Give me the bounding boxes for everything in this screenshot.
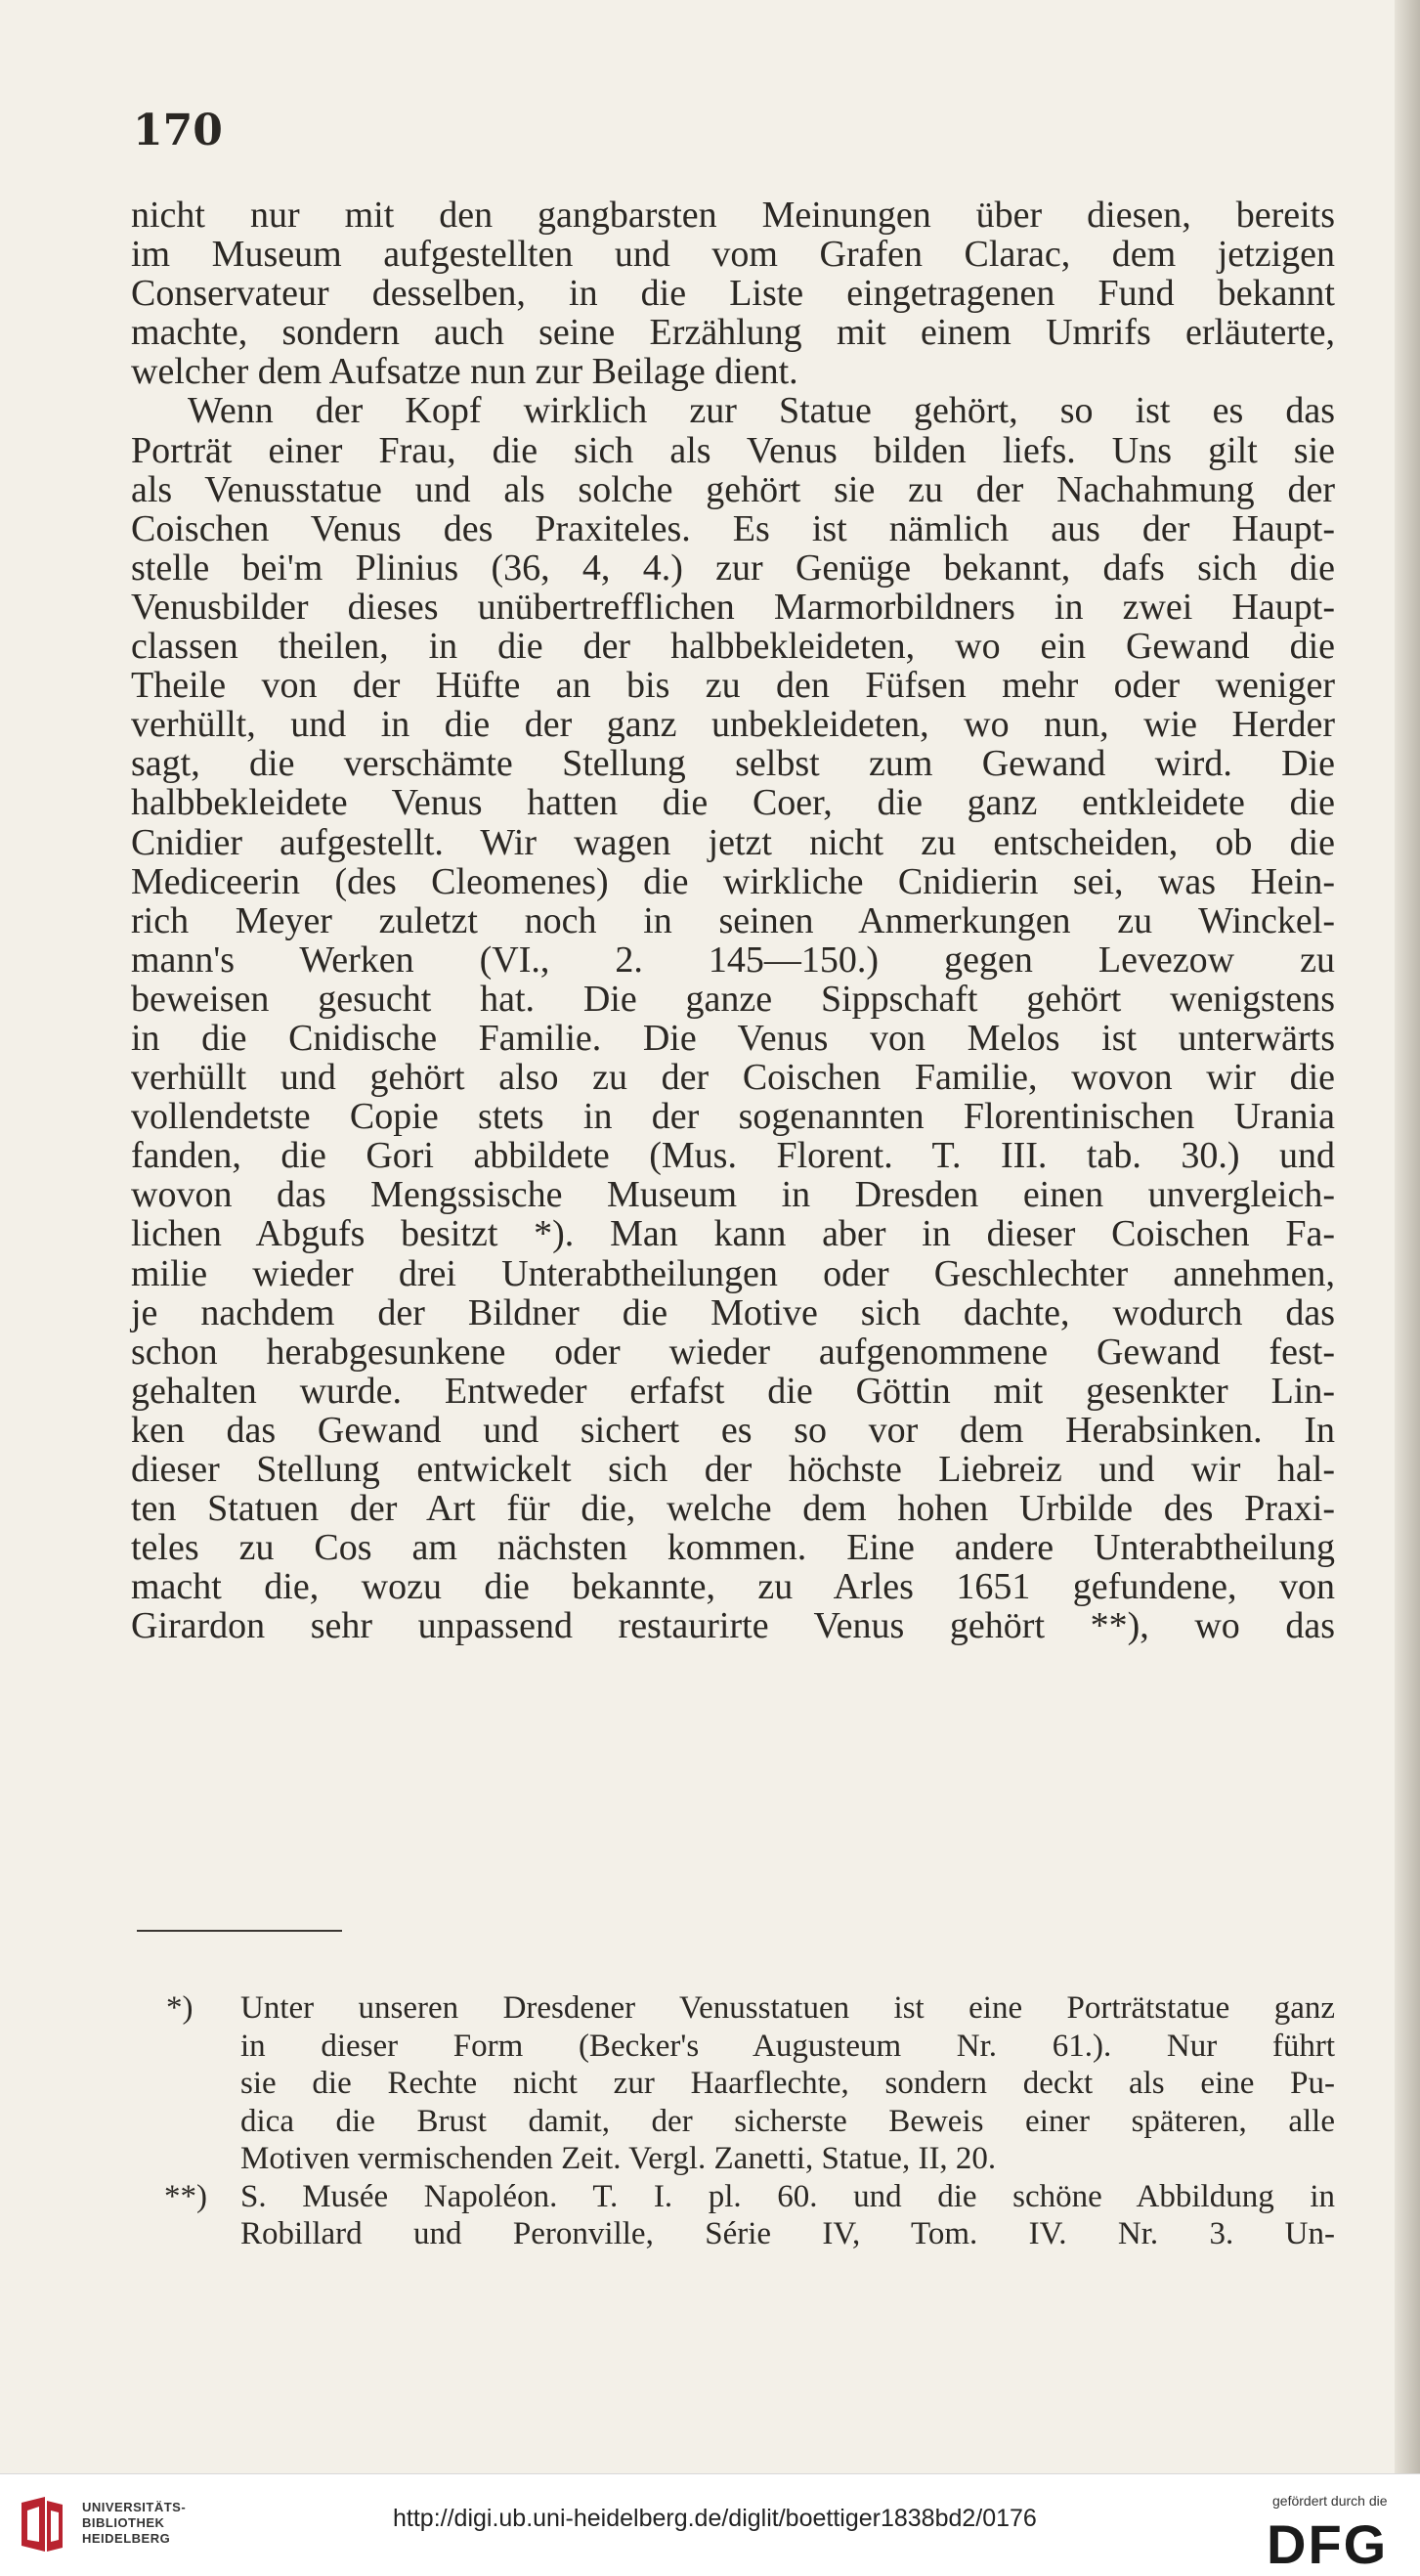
text-line: Cnidier aufgestellt. Wir wagen jetzt nicht zu entscheiden, ob die xyxy=(131,821,1335,863)
text-line: stelle bei'm Plinius (36, 4, 4.) zur Genüge bekannt, dafs sich die xyxy=(131,546,1335,589)
library-name-line: UNIVERSITÄTS- xyxy=(82,2500,187,2514)
footnote-marker: *) xyxy=(166,1990,194,2026)
page-number: 170 xyxy=(133,106,223,155)
text-line: sagt, die verschämte Stellung selbst zum Gewand wird. Die xyxy=(131,743,1335,785)
text-line: Theile von der Hüfte an bis zu den Füfsen mehr oder weniger xyxy=(131,665,1335,707)
text-line: gehalten wurde. Entweder erfafst die Göttin mit gesenkter Lin- xyxy=(131,1370,1335,1412)
text-line: schon herabgesunkene oder wieder aufgenommene Gewand fest- xyxy=(131,1331,1335,1373)
text-line: als Venusstatue und als solche gehört sie zu der Nachahmung der xyxy=(131,468,1335,510)
body-text xyxy=(131,196,1335,1645)
text-line: verhüllt und gehört also zu der Coischen Familie, wovon wir die xyxy=(131,1057,1335,1099)
text-line: in die Cnidische Familie. Die Venus von Melos ist unterwärts xyxy=(131,1017,1335,1059)
text-line: beweisen gesucht hat. Die ganze Sippschaft gehört wenigstens xyxy=(131,978,1335,1020)
text-line: machte, sondern auch seine Erzählung mit einem Umrifs erläuterte, xyxy=(131,312,1335,354)
text-line: halbbekleidete Venus hatten die Coer, die ganz entkleidete die xyxy=(131,782,1335,824)
footnote-marker: **) xyxy=(164,2178,207,2214)
footnote-line xyxy=(137,2215,1335,2253)
footnote-line xyxy=(137,2140,1335,2178)
dfg-logo[interactable]: DFG xyxy=(1267,2513,1389,2575)
text-line: Conservateur desselben, in die Liste eingetragenen Fund bekannt xyxy=(131,273,1335,315)
text-line: im Museum aufgestellten und vom Grafen Clarac, dem jetzigen xyxy=(131,234,1335,276)
footnote-line xyxy=(137,2103,1335,2141)
footnote-text: in dieser Form (Becker's Augusteum Nr. 61.). Nur führt xyxy=(240,2028,1335,2064)
text-line: welcher dem Aufsatze nun zur Beilage dient. xyxy=(131,351,798,393)
text-line: rich Meyer zuletzt noch in seinen Anmerkungen zu Winckel- xyxy=(131,899,1335,941)
text-line: Venusbilder dieses unübertrefflichen Marmorbildners in zwei Haupt- xyxy=(131,586,1335,628)
text-line: Coischen Venus des Praxiteles. Es ist nämlich aus der Haupt- xyxy=(131,507,1335,549)
footnote-line xyxy=(137,2178,1335,2216)
text-line: Mediceerin (des Cleomenes) die wirkliche Cnidierin sei, was Hein- xyxy=(131,860,1335,902)
text-line: Girardon sehr unpassend restaurirte Venus gehört **), wo das xyxy=(131,1605,1335,1647)
text-line: classen theilen, in die der halbbekleideten, wo ein Gewand die xyxy=(131,626,1335,668)
library-name-line: HEIDELBERG xyxy=(82,2531,171,2546)
text-line: Wenn der Kopf wirklich zur Statue gehört, so ist es das xyxy=(188,390,1335,432)
text-line: wovon das Mengssische Museum in Dresden einen unvergleich- xyxy=(131,1174,1335,1216)
footnote-line xyxy=(137,1989,1335,2028)
text-line: milie wieder drei Unterabtheilungen oder Geschlechter annehmen, xyxy=(131,1252,1335,1294)
library-name[interactable] xyxy=(82,2500,186,2547)
ub-heidelberg-logo-icon[interactable] xyxy=(16,2495,68,2555)
footnote-text: dica die Brust damit, der sicherste Beweis einer späteren, alle xyxy=(240,2103,1335,2139)
text-line: ten Statuen der Art für die, welche dem hohen Urbilde des Praxi- xyxy=(131,1488,1335,1530)
text-line: macht die, wozu die bekannte, zu Arles 1651 gefundene, von xyxy=(131,1566,1335,1608)
text-line: dieser Stellung entwickelt sich der höchste Liebreiz und wir hal- xyxy=(131,1449,1335,1490)
library-name-line: BIBLIOTHEK xyxy=(82,2515,165,2530)
footnote-text: Motiven vermischenden Zeit. Vergl. Zanetti, Statue, II, 20. xyxy=(240,2141,997,2176)
footnote-text: sie die Rechte nicht zur Haarflechte, sondern deckt als eine Pu- xyxy=(240,2066,1335,2101)
text-line: vollendetste Copie stets in der sogenannten Florentinischen Urania xyxy=(131,1096,1335,1138)
text-line: fanden, die Gori abbildete (Mus. Florent. T. III. tab. 30.) und xyxy=(131,1135,1335,1177)
text-line: je nachdem der Bildner die Motive sich dachte, wodurch das xyxy=(131,1291,1335,1333)
text-line: teles zu Cos am nächsten kommen. Eine andere Unterabtheilung xyxy=(131,1527,1335,1569)
funding-caption: gefördert durch die xyxy=(1272,2493,1388,2509)
footnote-divider xyxy=(137,1930,342,1932)
permalink-url[interactable]: http://digi.ub.uni-heidelberg.de/diglit/boettiger1838bd2/0176 xyxy=(393,2505,1037,2532)
footnote-line xyxy=(137,2065,1335,2103)
footnote-text: Unter unseren Dresdener Venusstatuen ist eine Porträtstatue ganz xyxy=(240,1990,1335,2026)
footnote-text: Robillard und Peronville, Série IV, Tom. IV. Nr. 3. Un- xyxy=(240,2216,1335,2251)
page-edge-shadow xyxy=(1395,0,1420,2473)
text-line: ken das Gewand und sichert es so vor dem Herabsinken. In xyxy=(131,1409,1335,1451)
footnotes xyxy=(137,1989,1335,2253)
text-line: nicht nur mit den gangbarsten Meinungen über diesen, bereits xyxy=(131,195,1335,236)
text-line: Porträt einer Frau, die sich als Venus bilden liefs. Uns gilt sie xyxy=(131,429,1335,471)
text-line: verhüllt, und in die der ganz unbekleideten, wo nun, wie Herder xyxy=(131,704,1335,746)
footnote-line xyxy=(137,2028,1335,2066)
footnote-text: S. Musée Napoléon. T. I. pl. 60. und die schöne Abbildung in xyxy=(240,2178,1335,2214)
text-line: mann's Werken (VI., 2. 145—150.) gegen Levezow zu xyxy=(131,939,1335,981)
text-line: lichen Abgufs besitzt *). Man kann aber in dieser Coischen Fa- xyxy=(131,1213,1335,1255)
